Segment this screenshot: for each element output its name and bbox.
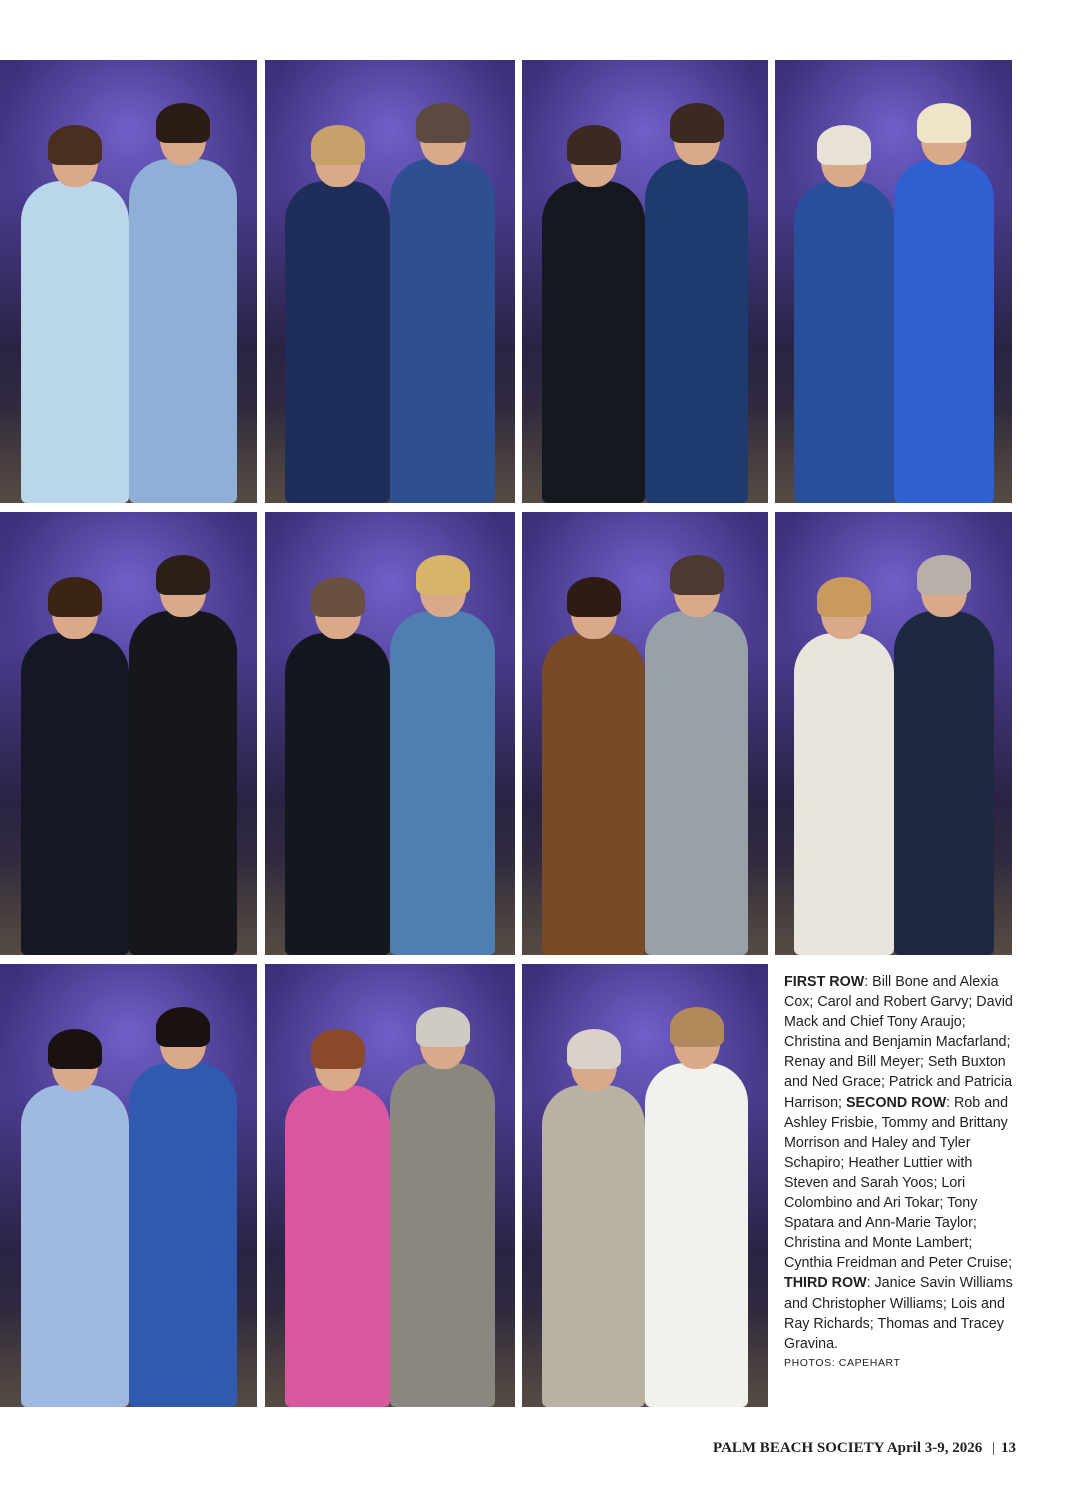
person-figure-left <box>794 583 894 955</box>
third-row-label: THIRD ROW <box>784 1275 867 1292</box>
person-figure-right <box>645 1013 748 1407</box>
person-figure-left <box>21 131 129 503</box>
person-figure-left <box>285 583 390 955</box>
page-footer <box>713 1440 1016 1457</box>
person-figure-right <box>894 109 994 503</box>
photo-caption <box>784 972 1020 1372</box>
person-figure-left <box>542 583 645 955</box>
person-figure-right <box>129 561 237 955</box>
photo-11 <box>522 964 768 1407</box>
photo-credit: PHOTOS: CAPEHART <box>784 1356 901 1369</box>
photo-3 <box>522 60 768 503</box>
person-figure-left <box>21 583 129 955</box>
person-figure-right <box>129 109 237 503</box>
person-figure-left <box>21 1035 129 1407</box>
person-figure-left <box>794 131 894 503</box>
publication-name: PALM BEACH SOCIETY <box>713 1440 884 1456</box>
second-row-names: : Rob and Ashley Frisbie, Tommy and Brittany Morrison and Haley and Tyler Schapiro; Heather Luttier with Steven and Sarah Yoos; Lori Colombino and Ari Tokar; Tony Spatara and Ann-Marie Taylor; Christina and Monte Lambert; Cynthia Freidman and Peter Cruise; <box>784 1094 1013 1272</box>
person-figure-right <box>894 561 994 955</box>
page-number: 13 <box>1001 1440 1016 1456</box>
photo-9 <box>0 964 257 1407</box>
issue-date: April 3-9, 2026 <box>886 1440 983 1456</box>
first-row-label: FIRST ROW <box>784 974 865 990</box>
photo-8 <box>775 512 1012 955</box>
second-row-label: SECOND ROW <box>845 1094 947 1111</box>
person-figure-left <box>285 1035 390 1407</box>
photo-6 <box>265 512 515 955</box>
person-figure-right <box>390 1013 495 1407</box>
photo-1 <box>0 60 257 503</box>
photo-4 <box>775 60 1012 503</box>
photo-2 <box>265 60 515 503</box>
footer-separator: | <box>991 1440 995 1456</box>
person-figure-right <box>390 109 495 503</box>
person-figure-right <box>645 561 748 955</box>
person-figure-left <box>542 1035 645 1407</box>
person-figure-left <box>285 131 390 503</box>
person-figure-right <box>390 561 495 955</box>
person-figure-right <box>645 109 748 503</box>
photo-5 <box>0 512 257 955</box>
photo-7 <box>522 512 768 955</box>
photo-10 <box>265 964 515 1407</box>
third-row-names: : Janice Savin Williams and Christopher Williams; Lois and Ray Richards; Thomas and Tracey Gravina. <box>784 1275 1013 1352</box>
first-row-names: : Bill Bone and Alexia Cox; Carol and Robert Garvy; David Mack and Chief Tony Araujo; Christina and Benjamin Macfarland; Renay and Bill Meyer; Seth Buxton and Ned Grace; Patrick and Patricia Harrison; <box>784 974 1013 1111</box>
person-figure-right <box>129 1013 237 1407</box>
person-figure-left <box>542 131 645 503</box>
